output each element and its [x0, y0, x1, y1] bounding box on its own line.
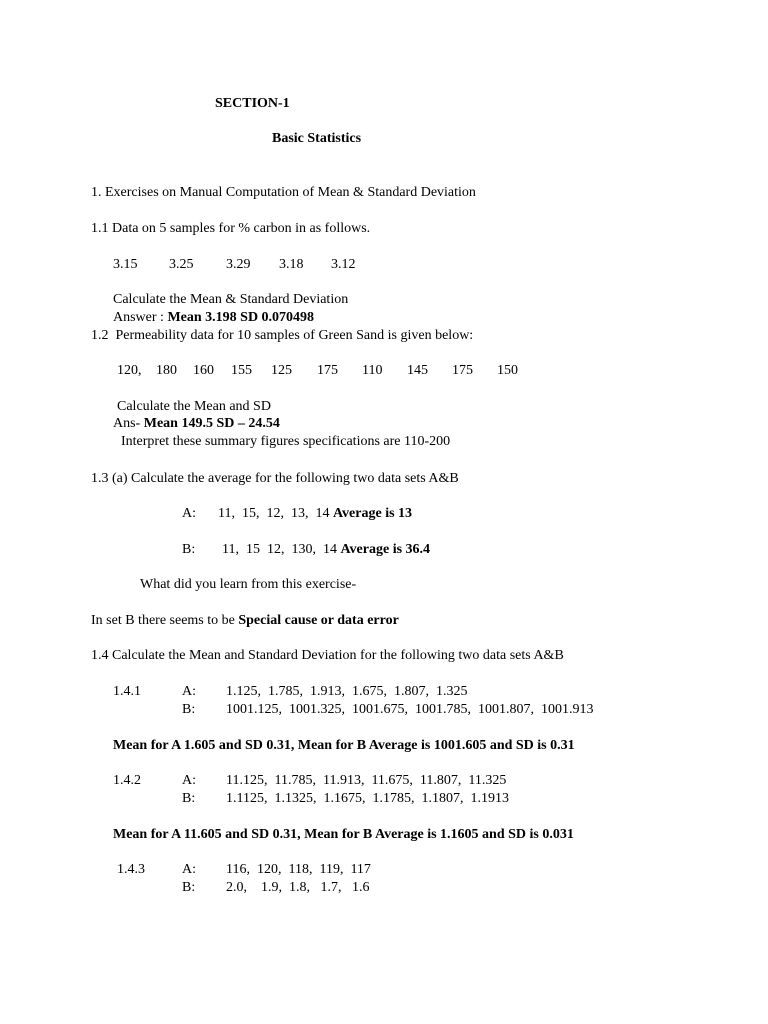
- q13-a-values: 11, 15, 12, 13, 14: [218, 506, 333, 521]
- exercise-heading: 1. Exercises on Manual Computation of Mean & Standard Deviation: [91, 185, 476, 200]
- q13-learn-line: [91, 612, 399, 629]
- q11-instruction: Calculate the Mean & Standard Deviation: [113, 292, 349, 307]
- q11-value: 3.15: [113, 257, 138, 272]
- q12-instruction: Calculate the Mean and SD: [117, 399, 271, 414]
- q14-intro: 1.4 Calculate the Mean and Standard Deviation for the following two data sets A&B: [91, 648, 564, 663]
- q13-learn-text: In set B there seems to be: [91, 613, 239, 628]
- q143-a-label: A:: [182, 862, 196, 877]
- q13-b-answer: Average is 36.4: [340, 542, 431, 557]
- q143-number: 1.4.3: [117, 862, 145, 877]
- q13-a-line: [218, 505, 412, 522]
- answer-label: Answer :: [113, 310, 168, 325]
- q141-answer: [113, 737, 575, 754]
- q11-answer-line: [113, 309, 314, 326]
- q12-value: 155: [231, 363, 252, 378]
- q12-value: 180: [156, 363, 177, 378]
- q141-a-label: A:: [182, 684, 196, 699]
- q12-answer: Mean 149.5 SD – 24.54: [143, 416, 280, 431]
- answer-label: Ans-: [113, 416, 144, 431]
- q11-value: 3.29: [226, 257, 251, 272]
- q12-value: 110: [362, 363, 383, 378]
- q13-a-answer: Average is 13: [332, 506, 413, 521]
- q11-value: 3.18: [279, 257, 304, 272]
- q12-value: 175: [317, 363, 338, 378]
- q13-a-label: A:: [182, 506, 196, 521]
- q141-number: 1.4.1: [113, 684, 141, 699]
- q11-answer: Mean 3.198 SD 0.070498: [167, 310, 315, 325]
- q12-intro: 1.2 Permeability data for 10 samples of Green Sand is given below:: [91, 328, 474, 343]
- q13-question: What did you learn from this exercise-: [140, 577, 357, 592]
- q12-value: 175: [452, 363, 473, 378]
- q141-a-values: 1.125, 1.785, 1.913, 1.675, 1.807, 1.325: [226, 684, 468, 699]
- q12-answer-line: [113, 415, 280, 432]
- q11-value: 3.25: [169, 257, 194, 272]
- q12-interpret: Interpret these summary figures specifications are 110-200: [121, 434, 451, 449]
- section-heading: SECTION-1: [215, 96, 290, 111]
- q141-b-values: 1001.125, 1001.325, 1001.675, 1001.785, 1001.807, 1001.913: [226, 702, 594, 717]
- q13-b-values: 11, 15 12, 130, 14: [222, 542, 341, 557]
- q142-number: 1.4.2: [113, 773, 141, 788]
- q11-value: 3.12: [331, 257, 356, 272]
- q142-a-label: A:: [182, 773, 196, 788]
- q13-b-line: [222, 541, 430, 558]
- q143-b-label: B:: [182, 880, 196, 895]
- q142-answer: [113, 826, 574, 843]
- q142-answer-text: Mean for A 11.605 and SD 0.31, Mean for B Average is 1.1605 and SD is 0.031: [113, 827, 574, 842]
- q141-answer-text: Mean for A 1.605 and SD 0.31, Mean for B Average is 1001.605 and SD is 0.31: [113, 738, 575, 753]
- q12-value: 125: [271, 363, 292, 378]
- q11-intro: 1.1 Data on 5 samples for % carbon in as follows.: [91, 221, 371, 236]
- page-subtitle: Basic Statistics: [272, 131, 362, 146]
- q13-b-label: B:: [182, 542, 196, 557]
- q142-b-values: 1.1125, 1.1325, 1.1675, 1.1785, 1.1807, 1.1913: [226, 791, 509, 806]
- q143-b-values: 2.0, 1.9, 1.8, 1.7, 1.6: [226, 880, 370, 895]
- q12-value: 120,: [117, 363, 142, 378]
- q142-a-values: 11.125, 11.785, 11.913, 11.675, 11.807, 11.325: [226, 773, 507, 788]
- q142-b-label: B:: [182, 791, 196, 806]
- q12-value: 160: [193, 363, 214, 378]
- q143-a-values: 116, 120, 118, 119, 117: [226, 862, 371, 877]
- q12-value: 150: [497, 363, 518, 378]
- q13-intro: 1.3 (a) Calculate the average for the following two data sets A&B: [91, 471, 459, 486]
- q13-learn-answer: Special cause or data error: [238, 613, 399, 628]
- q12-value: 145: [407, 363, 428, 378]
- q141-b-label: B:: [182, 702, 196, 717]
